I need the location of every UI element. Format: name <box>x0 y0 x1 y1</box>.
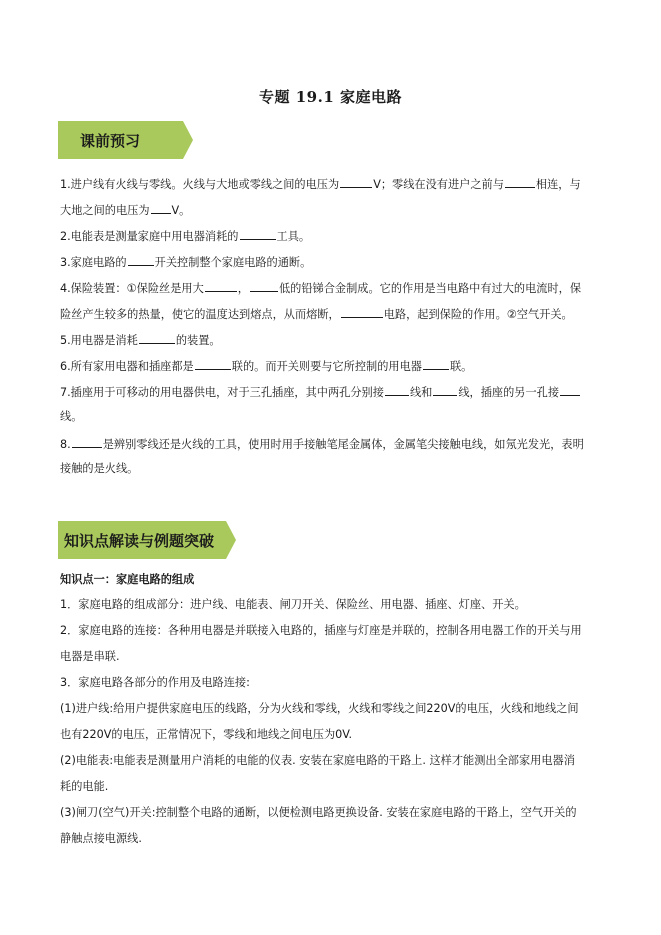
text: 相连，与 <box>535 178 581 191</box>
answer-blank <box>560 384 580 396</box>
question-5 <box>60 332 608 348</box>
text: 8. <box>60 438 71 451</box>
answer-blank <box>72 436 102 448</box>
answer-blank <box>340 176 372 188</box>
text: 5.用电器是消耗 <box>60 334 138 347</box>
answer-blank <box>151 202 171 214</box>
text: V。 <box>171 204 191 217</box>
text: 6.所有家用电器和插座都是 <box>60 360 194 373</box>
text: 1.进户线有火线与零线。火线与大地或零线之间的电压为 <box>60 178 340 191</box>
text: 线和 <box>409 386 433 399</box>
section-banner-label: 课前预习 <box>80 131 141 150</box>
section-banner-preview <box>58 121 183 159</box>
question-8-line-2 <box>60 462 608 476</box>
text: 线。 <box>60 410 83 423</box>
text: 是辨别零线还是火线的工具，使用时用手接触笔尾金属体，金属笔尖接触电线，如氖光发光，表明 <box>102 438 584 451</box>
question-4-line-2 <box>60 306 608 322</box>
answer-blank <box>423 358 449 370</box>
text: 3.家庭电路的 <box>60 256 127 269</box>
question-1-line-2 <box>60 202 608 218</box>
text: 联的。而开关则要与它所控制的用电器 <box>231 360 422 373</box>
text: 接触的是火线。 <box>60 462 139 475</box>
text: 大地之间的电压为 <box>60 204 150 217</box>
text: 7.插座用于可移动的用电器供电，对于三孔插座，其中两孔分别接 <box>60 386 384 399</box>
question-1-line-1 <box>60 176 608 192</box>
knowledge-paragraph: 3．家庭电路各部分的作用及电路连接: <box>60 676 250 689</box>
question-2 <box>60 228 608 244</box>
answer-blank <box>433 384 457 396</box>
text: 线，插座的另一孔接 <box>458 386 560 399</box>
text: 险丝产生较多的热量，使它的温度达到熔点，从而熔断， <box>60 308 340 321</box>
text: ， <box>237 282 249 295</box>
question-3 <box>60 254 608 270</box>
answer-blank <box>341 306 383 318</box>
knowledge-paragraph: (1)进户线:给用户提供家庭电压的线路，分为火线和零线，火线和零线之间220V的电压，火线和地线之间 <box>60 702 579 715</box>
text: 低的铅锑合金制成。它的作用是当电路中有过大的电流时，保 <box>278 282 582 295</box>
text: 4.保险装置：①保险丝是用大 <box>60 282 204 295</box>
text: 联。 <box>449 360 473 373</box>
knowledge-paragraph: (2)电能表:电能表是测量用户消耗的电能的仪表. 安装在家庭电路的干路上. 这样才能测出全部家用电器消 <box>60 754 575 767</box>
question-7-line-1 <box>60 384 608 400</box>
knowledge-paragraph: (3)闸刀(空气)开关:控制整个电路的通断，以便检测电路更换设备. 安装在家庭电路的干路上，空气开关的 <box>60 806 577 819</box>
knowledge-paragraph: 耗的电能. <box>60 780 109 793</box>
answer-blank <box>195 358 231 370</box>
answer-blank <box>205 280 237 292</box>
knowledge-point-heading: 知识点一：家庭电路的组成 <box>60 573 195 586</box>
text: V；零线在没有进户之前与 <box>373 178 504 191</box>
answer-blank <box>385 384 409 396</box>
text: 的装置。 <box>175 334 221 347</box>
answer-blank <box>139 332 175 344</box>
answer-blank <box>250 280 278 292</box>
text: 工具。 <box>276 230 311 243</box>
question-7-line-2 <box>60 410 608 424</box>
page-title: 专题 19.1 家庭电路 <box>259 88 402 106</box>
text: 2.电能表是测量家庭中用电器消耗的 <box>60 230 239 243</box>
question-6 <box>60 358 608 374</box>
text: 电路，起到保险的作用。②空气开关。 <box>383 308 573 321</box>
question-4-line-1 <box>60 280 608 296</box>
answer-blank <box>505 176 535 188</box>
knowledge-paragraph: 2．家庭电路的连接：各种用电器是并联接入电路的，插座与灯座是并联的，控制各用电器工作的开关与用 <box>60 624 582 637</box>
answer-blank <box>128 254 154 266</box>
text: 开关控制整个家庭电路的通断。 <box>154 256 312 269</box>
knowledge-paragraph: 电器是串联. <box>60 650 120 663</box>
section-banner-label: 知识点解读与例题突破 <box>64 531 215 550</box>
answer-blank <box>240 228 276 240</box>
section-banner-knowledge <box>58 521 226 559</box>
question-8-line-1 <box>60 436 608 452</box>
knowledge-paragraph: 也有220V的电压，正常情况下，零线和地线之间电压为0V. <box>60 728 353 741</box>
knowledge-paragraph: 1．家庭电路的组成部分：进户线、电能表、闸刀开关、保险丝、用电器、插座、灯座、开关。 <box>60 598 526 611</box>
knowledge-paragraph: 静触点接电源线. <box>60 832 142 845</box>
